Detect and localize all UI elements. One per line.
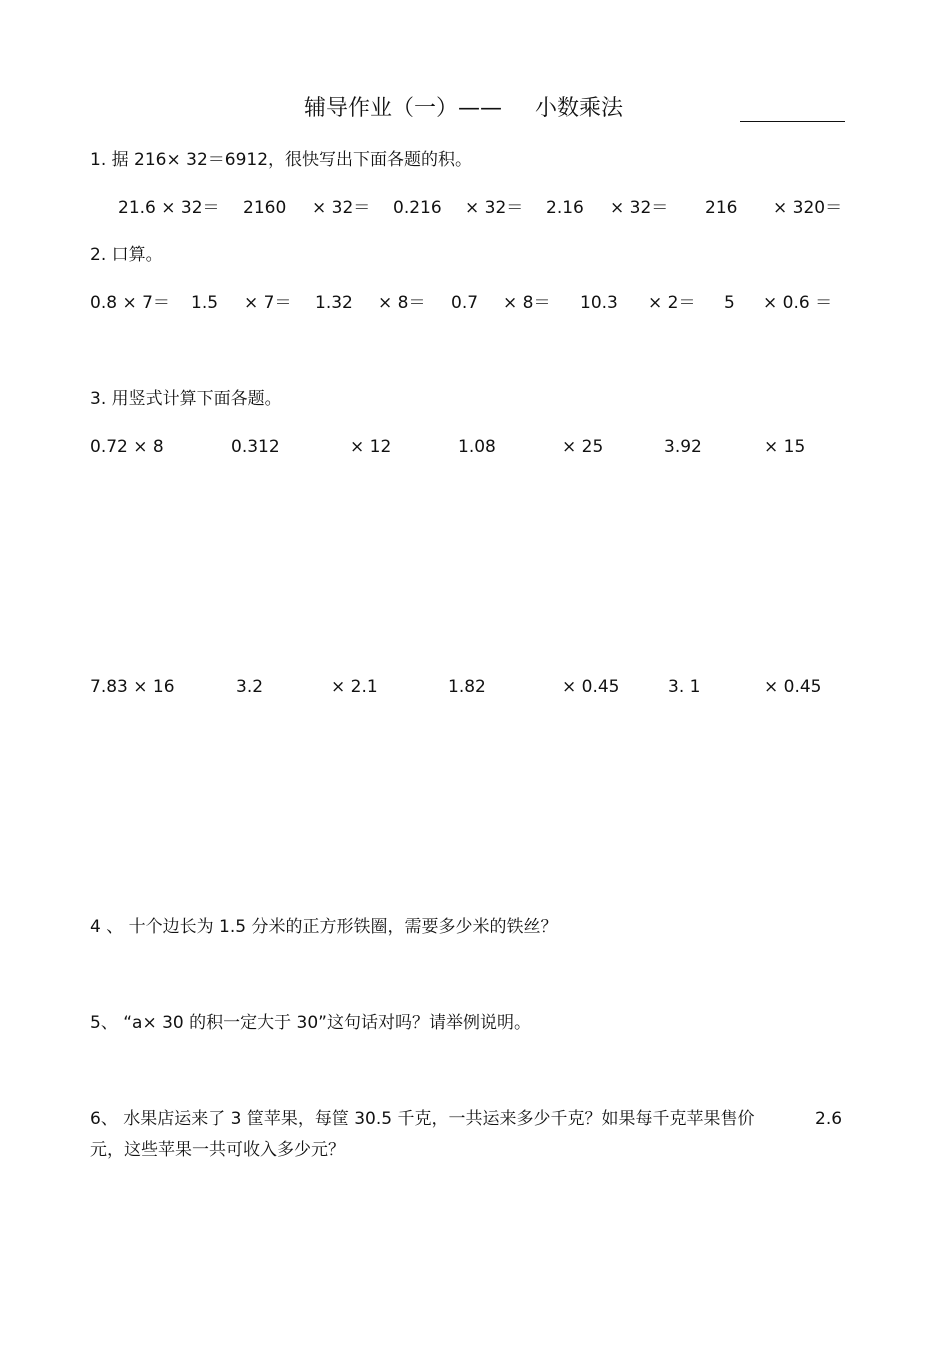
q3-item: × 2.1 <box>331 677 378 697</box>
q2-item: × 2＝ <box>648 293 696 313</box>
q1-item: 0.216 <box>393 198 442 218</box>
q3-item: 1.08 <box>458 437 496 457</box>
q1-item: × 32＝ <box>465 198 524 218</box>
q2-item: 10.3 <box>580 293 618 313</box>
q1-item: × 32＝ <box>312 198 371 218</box>
q6-line1: 6、 水果店运来了 3 筐苹果，每筐 30.5 千克，一共运来多少千克？如果每千克苹果售价 <box>90 1109 755 1129</box>
page-subtitle: 小数乘法 <box>535 96 624 121</box>
q2-item: 1.5 <box>191 293 219 313</box>
q3-item: × 15 <box>764 437 806 457</box>
q3-item: 3. 1 <box>668 677 701 697</box>
q5-text: 5、 “a× 30 的积一定大于 30”这句话对吗？请举例说明。 <box>90 1013 531 1033</box>
page-title: 辅导作业（一）—— <box>304 96 503 121</box>
q6-line2: 元，这些苹果一共可收入多少元？ <box>90 1140 345 1160</box>
q2-item: 5 <box>724 293 735 313</box>
q4-text: 4 、 十个边长为 1.5 分米的正方形铁圈，需要多少米的铁丝？ <box>90 917 558 937</box>
q3-item: × 12 <box>350 437 392 457</box>
q1-prompt: 1. 据 216× 32＝6912，很快写出下面各题的积。 <box>90 150 473 170</box>
q6-line1-end: 2.6 <box>815 1109 843 1129</box>
q1-item: × 32＝ <box>610 198 669 218</box>
q1-item: 216 <box>705 198 738 218</box>
q3-item: × 25 <box>562 437 604 457</box>
q2-item: 0.7 <box>451 293 479 313</box>
q2-item: × 7＝ <box>244 293 292 313</box>
q3-item: 0.312 <box>231 437 280 457</box>
q2-item: × 0.6 ＝ <box>763 293 833 313</box>
q3-item: 3.2 <box>236 677 264 697</box>
name-blank-line <box>740 121 845 122</box>
q3-item: 3.92 <box>664 437 702 457</box>
q3-item: 1.82 <box>448 677 486 697</box>
q2-prompt: 2. 口算。 <box>90 245 163 265</box>
q2-item: × 8＝ <box>503 293 551 313</box>
q1-item: 2160 <box>243 198 287 218</box>
q3-item: 0.72 × 8 <box>90 437 164 457</box>
q3-item: 7.83 × 16 <box>90 677 175 697</box>
q3-item: × 0.45 <box>562 677 620 697</box>
q2-item: × 8＝ <box>378 293 426 313</box>
q3-prompt: 3. 用竖式计算下面各题。 <box>90 389 282 409</box>
q1-item: 2.16 <box>546 198 584 218</box>
q1-item: × 320＝ <box>773 198 843 218</box>
q2-item: 1.32 <box>315 293 353 313</box>
q3-item: × 0.45 <box>764 677 822 697</box>
q2-item: 0.8 × 7＝ <box>90 293 170 313</box>
q1-item: 21.6 × 32＝ <box>118 198 220 218</box>
